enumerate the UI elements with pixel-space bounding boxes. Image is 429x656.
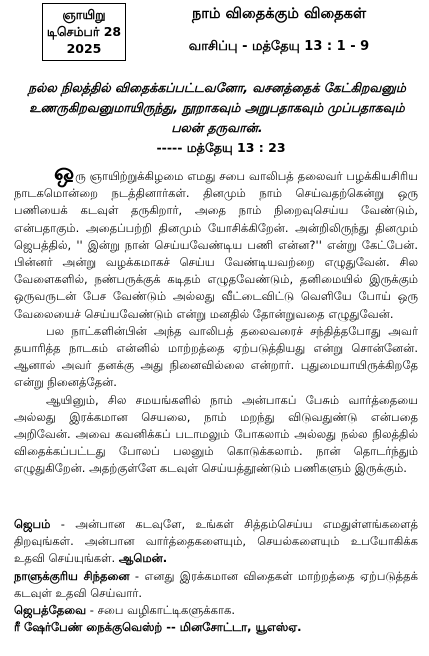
prayer-request-label: ஜெபத்தேவை (14, 603, 87, 618)
prayer-text: - அன்பான கடவுளே, உங்கள் சித்தம்செய்ய எமதுள்ளங்களைத் திறவுங்கள். அன்பான வார்த்தைகளையும், செயல்களையும் உபயோகிக்க உதவி செய்யுங்கள். (14, 517, 418, 566)
key-verse: நல்ல நிலத்தில் விதைக்கப்பட்டவனோ, வசனத்தைக் கேட்கிறவனும் உணருகிறவனுமாயிருந்து, நூறாகவும் அறுபதாகவும் முப்பதாகவும் பலன் தருவான். (28, 80, 406, 135)
prayer-label: ஜெபம் (14, 517, 51, 531)
prayer-request (14, 602, 418, 619)
verse-reference: ----- மத்தேயு 13 : 23 (156, 140, 286, 155)
amen-text: ஆமென். (118, 551, 168, 566)
devotion-body (14, 158, 418, 478)
paragraph-2: பல நாட்களின்பின் அந்த வாலிபத் தலைவரைச் சந்தித்தபோது அவர் தயாரித்த நாடகம் என்னில் மாற்றத்தை ஏற்படுத்தியது என்று சொன்னேன். ஆனால் அவர் தனக்கு அது நினைவில்லை என்றார். புதுமையாயிருக்கிறதே என்று நினைத்தேன். (14, 323, 418, 390)
paragraph-1-text: ரு ஞாயிற்றுக்கிழமை எமது சபை வாலிபத் தலைவர் பழக்கியசிரிய நாடகமொன்றை நடத்தினார்கள். தினமும் நாம் செய்வதற்கென்று ஒரு பணியைக் கடவுள் தருகிறார், அதை நாம் நிறைவுசெய்ய வேண்டும், என்பதாகும். அதைப்பற்றி தினமும் யோசிக்கிறேன். அன்றிலிருந்து தினமும் ஜெபத்தில், '' இன்று நான் செய்யவேண்டிய பணி என்ன?'' என்று கேட்பேன். பின்னர் அன்று வழக்கமாகச் செய்ய வேண்டியவற்றை எழுதுவேன். சில வேளைகளில், நண்பருக்குக் கடிதம் எழுதவேண்டும், தனிமையில் இருக்கும் ஒருவருடன் பேச வேண்டும் அல்லது வீட்டைவிட்டு வெளியே போய் ஒரு வேலையைச் செய்யவேண்டும் என்று மனதில் தோன்றுவதை எழுதுவேன். (14, 169, 418, 321)
prayer-request-text: - சபை வழிகாட்டிகளுக்காக. (86, 603, 235, 618)
closing-section (14, 516, 418, 636)
scripture-reading: வாசிப்பு - மத்தேயு 13 : 1 - 9 (188, 39, 370, 54)
date-year: 2025 (66, 41, 102, 56)
thought-for-day (14, 568, 418, 602)
date-day-month: டிசெம்பர் 28 (46, 24, 122, 39)
paragraph-3: ஆயினும், சில சமயங்களில் நாம் அன்பாகப் பேசும் வார்த்தையை அல்லது இரக்கமான செயலை, நாம் மறந்து விடுவதுண்டு என்பதை அறிவேன். அவை கவனிக்கப் படாமலும் போகலாம் அல்லது நல்ல நிலத்தில் விதைக்கப்பட்டது போலப் பலனும் கொடுக்கலாம். நான் தொடர்ந்தும் எழுதுகிறேன். அதற்குள்ளே கடவுள் செய்யத்தூண்டும் பணிகளும் இருக்கும். (14, 392, 418, 476)
author-line: ரீ ஷேர்பேண் நைக்குவெஸ்ற் -- மினசோட்டா, யூஎஸ்ஏ. (14, 620, 302, 635)
date-weekday: ஞாயிறு (62, 7, 106, 22)
prayer (14, 516, 418, 568)
thought-text: - எனது இரக்கமான விதைகள் மாற்றத்தை ஏற்படுத்தக் கடவுள் உதவி செய்வார். (14, 568, 418, 600)
drop-cap: ஒ (54, 158, 75, 186)
date-box (42, 3, 126, 61)
thought-label: நாளுக்குரிய சிந்தனை (14, 568, 130, 583)
page-title: நாம் விதைக்கும் விதைகள் (191, 6, 367, 22)
paragraph-1 (14, 158, 418, 323)
